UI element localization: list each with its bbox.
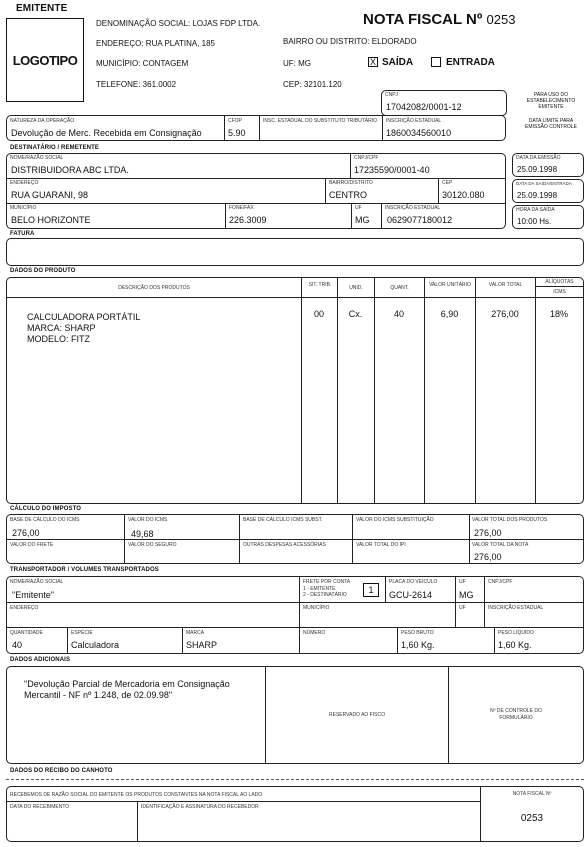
peso-liquido-label: PESO LÍQUIDO [498, 630, 534, 636]
base-subst-label: BASE DE CÁLCULO ICMS SUBST. [243, 517, 323, 523]
produto-table [6, 277, 584, 504]
nota-fiscal-title: NOTA FISCAL Nº 0253 [363, 11, 516, 28]
dest-ie-value: 0629077180012 [387, 215, 453, 225]
especie-label: ESPÉCIE [71, 630, 93, 636]
transp-razao-label: NOME/RAZÃO SOCIAL [10, 579, 64, 585]
saida-checkbox[interactable]: X [369, 57, 376, 67]
dest-bairro-label: BAIRRO/DISTRITO [329, 180, 373, 186]
natureza-value: Devolução de Merc. Recebida em Consignação [11, 128, 202, 138]
emitente-uf: UF: MG [283, 59, 311, 68]
dest-fone-value: 226.3009 [229, 215, 267, 225]
emitente-cnpj-label: CNPJ [385, 92, 399, 98]
canhoto-box [6, 786, 584, 842]
operacao-box [6, 115, 506, 141]
quantidade-label: QUANTIDADE [10, 630, 43, 636]
emitente-telefone: TELEFONE: 361.0002 [96, 80, 177, 89]
dest-cep-value: 30120.080 [442, 190, 485, 200]
dest-ie-label: INSCRIÇÃO ESTADUAL [385, 205, 441, 211]
produto-desc-line2: MARCA: SHARP [27, 323, 96, 333]
dest-endereco-value: RUA GUARANI, 98 [11, 190, 89, 200]
adicionais-section-title: DADOS ADICIONAIS [10, 657, 71, 663]
controle-formulario-line2: FORMULÁRIO [499, 715, 533, 721]
imposto-box [6, 514, 584, 564]
transp-municipio-label: MUNICÍPIO [303, 605, 330, 611]
cfop-label: CFOP [228, 118, 242, 124]
marca-value: SHARP [186, 640, 218, 650]
produto-sit-value: 00 [313, 309, 324, 319]
cfop-value: 5.90 [228, 128, 246, 138]
frete-opcao-1: 1 - EMITENTE [303, 586, 336, 592]
placa-value: GCU-2614 [389, 590, 433, 600]
col-descricao-header: DESCRIÇÃO DOS PRODUTOS [118, 285, 190, 291]
data-saida-box [512, 179, 584, 203]
identificacao-recebedor-label: IDENTIFICAÇÃO E ASSINATURA DO RECEBEDOR [141, 804, 259, 810]
dest-nome-label: NOME/RAZÃO SOCIAL [10, 155, 64, 161]
entrada-label: ENTRADA [446, 57, 495, 68]
ie-substituto-label: INSC. ESTADUAL DO SUBSTITUTO TRIBUTÁRIO [263, 118, 377, 124]
data-emissao-label: DATA DA EMISSÃO [516, 155, 561, 161]
produto-section-title: DADOS DO PRODUTO [10, 268, 76, 274]
saida-label: SAÍDA [382, 57, 414, 68]
outras-despesas-label: OUTRAS DESPESAS ACESSÓRIAS [243, 542, 326, 548]
transp-uf-value: MG [459, 590, 474, 600]
dest-cnpj-value: 17235590/0001-40 [354, 165, 430, 175]
dest-endereco-label: ENDEREÇO [10, 180, 39, 186]
peso-liquido-value: 1,60 Kg. [498, 640, 532, 650]
uso-emitente-label: PARA USO DO ESTABELECIMENTO EMITENTE [526, 92, 576, 110]
emitente-cep: CEP: 32101.120 [283, 80, 342, 89]
seguro-label: VALOR DO SEGURO [128, 542, 177, 548]
valor-subst-label: VALOR DO ICMS SUBSTITUIÇÃO [356, 517, 434, 523]
col-unit-header: VALOR UNITÁRIO [429, 282, 471, 288]
frete-conta-label: FRETE POR CONTA [303, 579, 351, 585]
controle-formulario-line1: Nº DE CONTROLE DO [490, 708, 542, 714]
adicionais-text-line2: Mercantil - NF nº 1.248, de 02.09.98" [24, 690, 173, 700]
nota-fiscal-number: 0253 [486, 12, 516, 27]
col-quant-header: QUANT. [390, 285, 409, 291]
data-saida-label: DATA DA SAÍDA/ENTRADA [516, 181, 572, 186]
transp-razao-value: "Emitente" [12, 590, 54, 600]
hora-saida-label: HORA DA SAÍDA [516, 207, 555, 213]
produto-unid-value: Cx. [348, 309, 363, 319]
produto-unit-value: 6,90 [440, 309, 459, 319]
dest-uf-label: UF [355, 205, 362, 211]
produto-quant-value: 40 [393, 309, 404, 319]
emitente-section-title: EMITENTE [16, 3, 68, 14]
produto-desc-line1: CALCULADORA PORTÁTIL [27, 312, 141, 322]
fatura-section-title: FATURA [10, 231, 35, 237]
dest-municipio-label: MUNICÍPIO [10, 205, 37, 211]
placa-label: PLACA DO VEÍCULO [389, 579, 438, 585]
total-nota-value: 276,00 [474, 552, 502, 562]
quantidade-value: 40 [12, 640, 23, 650]
frete-conta-value[interactable]: 1 [363, 583, 379, 597]
transp-uf2-label: UF [459, 605, 466, 611]
produto-desc-line3: MODELO: FITZ [27, 334, 90, 344]
ipi-label: VALOR TOTAL DO IPI [356, 542, 406, 548]
operacao-ie-value: 1860034560010 [386, 128, 452, 138]
transporte-box [6, 576, 584, 654]
data-emissao-value: 25.09.1998 [517, 165, 558, 174]
emitente-cnpj-value: 17042082/0001-12 [386, 102, 462, 112]
numero-label: NÚMERO [303, 630, 326, 636]
produto-icms-value: 18% [549, 309, 568, 319]
logo: LOGOTIPO [12, 53, 78, 68]
data-saida-value: 25.09.1998 [517, 191, 558, 200]
base-icms-value: 276,00 [12, 528, 40, 538]
dest-cnpj-label: CNPJ/CPF [354, 155, 379, 161]
dest-cep-label: CEP [442, 180, 453, 186]
canhoto-nf-label: NOTA FISCAL Nº [512, 791, 552, 797]
especie-value: Calculadora [71, 640, 120, 650]
total-produtos-value: 276,00 [474, 528, 502, 538]
adicionais-box [6, 666, 584, 764]
base-icms-label: BASE DE CÁLCULO DO ICMS [10, 517, 80, 523]
canhoto-section-title: DADOS DO RECIBO DO CANHOTO [10, 768, 113, 774]
emitente-endereco: ENDEREÇO: RUA PLATINA, 185 [96, 39, 215, 48]
natureza-label: NATUREZA DA OPERAÇÃO [10, 118, 75, 124]
imposto-section-title: CÁLCULO DO IMPOSTO [10, 506, 82, 512]
canhoto-cut-line [6, 779, 584, 780]
valor-icms-label: VALOR DO ICMS [128, 517, 168, 523]
frete-opcao-2: 2 - DESTINATÁRIO [303, 592, 347, 598]
frete-label: VALOR DO FRETE [10, 542, 54, 548]
transporte-section-title: TRANSPORTADOR / VOLUMES TRANSPORTADOS [10, 567, 159, 573]
emitente-cnpj-box [381, 90, 507, 116]
transp-cnpj-label: CNPJ/CPF [488, 579, 513, 585]
peso-bruto-label: PESO BRUTO [401, 630, 434, 636]
total-nota-label: VALOR TOTAL DA NOTA [472, 542, 529, 548]
produto-total-value: 276,00 [491, 309, 519, 319]
dest-bairro-value: CENTRO [329, 190, 367, 200]
data-emissao-box [512, 153, 584, 177]
col-icms-header: ICMS [553, 289, 566, 295]
canhoto-nf-value: 0253 [520, 813, 544, 824]
destinatario-section-title: DESTINATÁRIO / REMETENTE [10, 145, 99, 151]
logo-box [6, 18, 84, 102]
dest-nome-value: DISTRIBUIDORA ABC LTDA. [11, 165, 129, 175]
data-limite-label: DATA LIMITE PARA EMISSÃO CONTROLE [525, 118, 577, 130]
emitente-bairro: BAIRRO OU DISTRITO: ELDORADO [283, 37, 417, 46]
destinatario-box [6, 153, 506, 229]
hora-saida-box [512, 205, 584, 229]
transp-ie-label: INSCRIÇÃO ESTADUAL [488, 605, 544, 611]
col-sit-header: SIT. TRIB. [308, 282, 332, 288]
valor-icms-value: 49,68 [131, 529, 154, 539]
entrada-checkbox[interactable] [431, 57, 441, 67]
peso-bruto-value: 1,60 Kg. [401, 640, 435, 650]
fatura-box [6, 238, 584, 266]
emitente-municipio: MUNICÍPIO: CONTAGEM [96, 59, 189, 68]
dest-uf-value: MG [355, 215, 370, 225]
col-total-header: VALOR TOTAL [488, 282, 523, 288]
hora-saida-value: 10:00 Hs. [517, 217, 552, 226]
col-aliquotas-header: ALÍQUOTAS [545, 279, 574, 285]
data-recebimento-label: DATA DO RECEBIMENTO [10, 804, 70, 810]
col-unid-header: UNID. [349, 285, 363, 291]
emitente-razao-social: DENOMINAÇÃO SOCIAL: LOJAS FDP LTDA. [96, 19, 261, 28]
transp-uf-label: UF [459, 579, 466, 585]
operacao-ie-label: INSCRIÇÃO ESTADUAL [386, 118, 442, 124]
total-produtos-label: VALOR TOTAL DOS PRODUTOS [472, 517, 548, 523]
reservado-fisco-label: RESERVADO AO FISCO [329, 712, 385, 718]
marca-label: MARCA [186, 630, 205, 636]
recebemos-text: RECEBEMOS DE RAZÃO SOCIAL DO EMITENTE OS PRODUTOS CONSTANTES NA NOTA FISCAL AO LADO [10, 792, 263, 798]
dest-municipio-value: BELO HORIZONTE [11, 215, 91, 225]
transp-endereco-label: ENDEREÇO [10, 605, 39, 611]
adicionais-text-line1: "Devolução Parcial de Mercadoria em Consignação [24, 679, 230, 689]
dest-fone-label: FONE/FAX [229, 205, 254, 211]
